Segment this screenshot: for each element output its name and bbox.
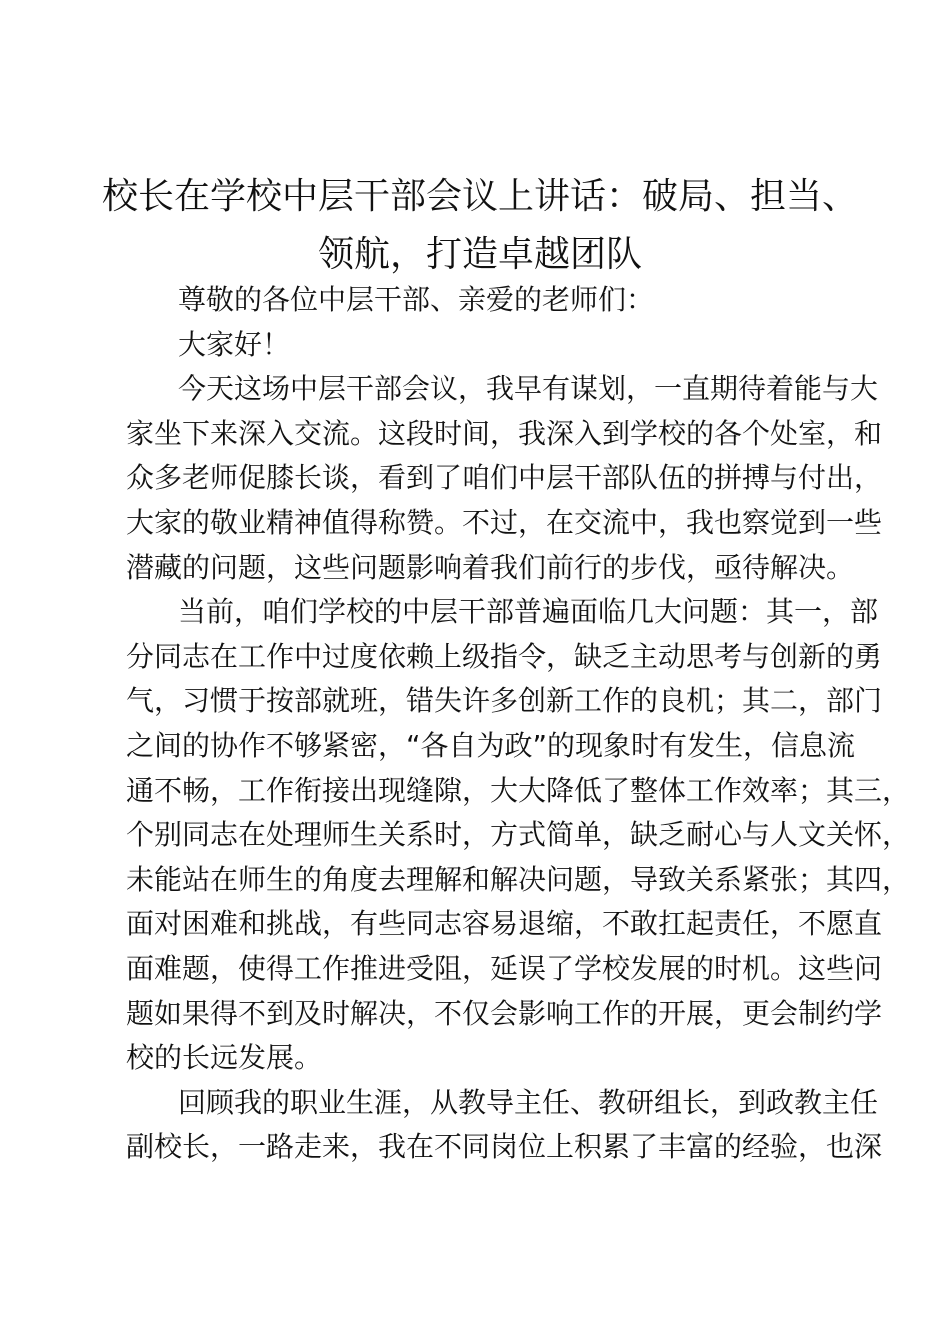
paragraph-line: 未能站在师生的角度去理解和解决问题，导致关系紧张；其四， (126, 862, 911, 896)
paragraph-line: 校的长远发展。 (126, 1041, 323, 1075)
paragraph-line: 个别同志在处理师生关系时，方式简单，缺乏耐心与人文关怀， (126, 818, 911, 852)
paragraph-line: 潜藏的问题，这些问题影响着我们前行的步伐，亟待解决。 (126, 550, 855, 584)
paragraph-line: 大家好！ (178, 327, 291, 361)
paragraph-line: 尊敬的各位中层干部、亲爱的老师们： (178, 283, 655, 316)
paragraph-line: 面难题，使得工作推进受阻，延误了学校发展的时机。这些问 (126, 951, 883, 985)
paragraph-4 (126, 590, 911, 1081)
paragraph-line: 分同志在工作中过度依赖上级指令，缺乏主动思考与创新的勇 (126, 639, 883, 673)
title-line-2: 领航，打造卓越团队 (317, 234, 642, 275)
paragraph-line: 当前，咱们学校的中层干部普遍面临几大问题：其一，部 (178, 595, 879, 629)
paragraph-line: 题如果得不到及时解决，不仅会影响工作的开展，更会制约学 (126, 996, 883, 1030)
paragraph-line: 通不畅，工作衔接出现缝隙，大大降低了整体工作效率；其三， (126, 773, 911, 807)
paragraph-line: 今天这场中层干部会议，我早有谋划，一直期待着能与大 (178, 372, 879, 406)
paragraph-line: 大家的敬业精神值得称赞。不过，在交流中，我也察觉到一些 (126, 505, 883, 539)
paragraph-line: 众多老师促膝长谈，看到了咱们中层干部队伍的拼搏与付出， (126, 461, 883, 495)
paragraph-line: 回顾我的职业生涯，从教导主任、教研组长，到政教主任 (178, 1085, 879, 1119)
paragraph-greeting (126, 323, 866, 368)
paragraph-line: 面对困难和挑战，有些同志容易退缩，不敢扛起责任，不愿直 (126, 907, 883, 941)
title-line-1: 校长在学校中层干部会议上讲话：破局、担当、 (101, 176, 858, 217)
paragraph-salutation (126, 278, 866, 323)
paragraph-3 (126, 367, 883, 590)
paragraph-5 (126, 1081, 883, 1170)
document-title (100, 168, 860, 284)
paragraph-line: 气，习惯于按部就班，错失许多创新工作的良机；其二，部门 (126, 684, 883, 718)
paragraph-line: 家坐下来深入交流。这段时间，我深入到学校的各个处室，和 (126, 416, 883, 450)
paragraph-line: 之间的协作不够紧密，“各自为政”的现象时有发生，信息流 (126, 728, 856, 762)
paragraph-line: 副校长，一路走来，我在不同岗位上积累了丰富的经验，也深 (126, 1130, 883, 1164)
document-body (126, 278, 911, 1170)
